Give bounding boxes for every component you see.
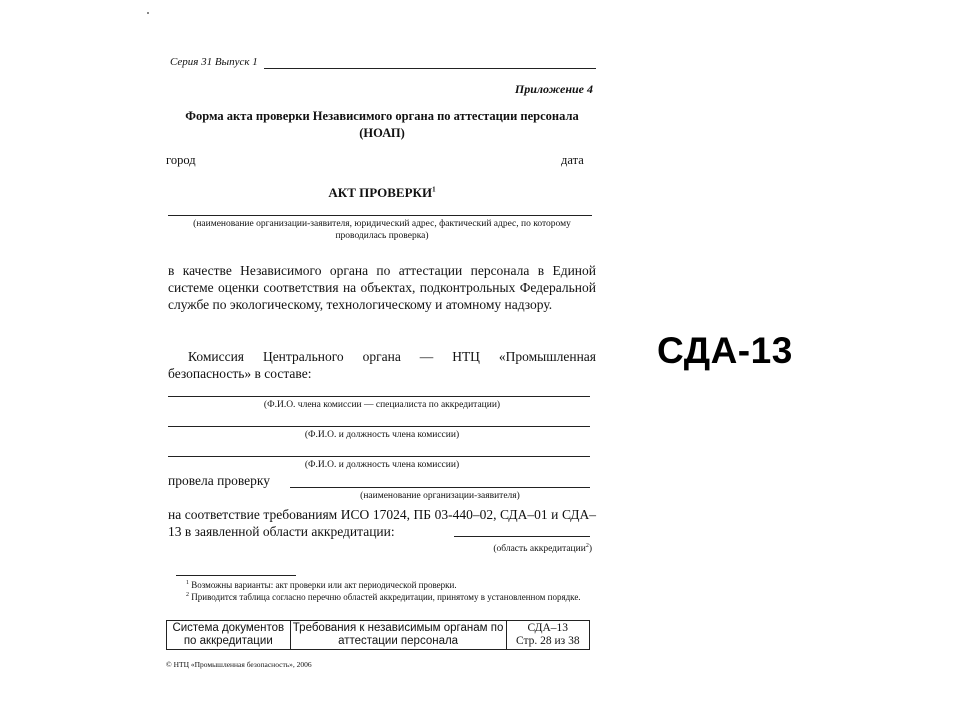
member-position-caption-1: (Ф.И.О. и должность члена комиссии) (304, 430, 460, 440)
member-position-line-1 (168, 426, 590, 427)
footnote-1-text: Возможны варианты: акт проверки или акт периодической проверки. (191, 580, 457, 590)
footnote-2-text: Приводится таблица согласно перечню областей аккредитации, принятому в установленном порядке. (191, 592, 581, 602)
org-applicant-caption: (наименование организации-заявителя, юридический адрес, фактический адрес, по которому проводилась проверка) (193, 219, 571, 241)
act-title (168, 185, 596, 201)
org-name-line (290, 487, 590, 488)
city-label: город (166, 153, 196, 167)
accreditation-area-caption (440, 540, 592, 555)
copyright: © НТЦ «Промышленная безопасность», 2006 (166, 660, 312, 669)
series-header: Серия 31 Выпуск 1 (170, 56, 258, 68)
accreditation-area-text: (область аккредитации (493, 544, 586, 555)
footer-page-cell (506, 621, 589, 650)
org-name-caption: (наименование организации-заявителя) (360, 491, 520, 501)
header-rule (264, 68, 596, 69)
conducted-check-label: провела проверку (168, 473, 270, 488)
footnote-1-mark: 1 (186, 580, 189, 586)
member-specialist-line (168, 396, 590, 397)
side-label: СДА-13 (657, 330, 793, 371)
accreditation-area-line (454, 536, 590, 537)
requirements-paragraph: на соответствие требованиям ИСО 17024, ПБ 03-440–02, СДА–01 и СДА–13 в заявленной области аккредитации: (168, 507, 596, 539)
footer-doc-code: СДА–13 (527, 622, 569, 634)
form-title: Форма акта проверки Независимого органа по аттестации персонала (НОАП) (185, 109, 579, 140)
act-footnote-mark: 1 (432, 185, 436, 194)
footer-page-number: Стр. 28 из 38 (515, 635, 580, 647)
footer-requirements: Требования к независимым органам по аттестации персонала (290, 621, 506, 650)
capacity-paragraph: в качестве Независимого органа по аттестации персонала в Единой системе оценки соответствия на объектах, подконтрольных Федеральной службе по экологическому, технологическому и атомному надзору. (168, 263, 596, 312)
scan-speck (147, 12, 149, 14)
footnote-2 (168, 590, 596, 603)
commission-paragraph: Комиссия Центрального органа — НТЦ «Промышленная безопасность» в составе: (168, 349, 596, 381)
member-position-caption-2: (Ф.И.О. и должность члена комиссии) (304, 460, 460, 470)
accreditation-area-close: ) (588, 544, 592, 555)
act-title-text: АКТ ПРОВЕРКИ (328, 185, 433, 200)
footnote-2-mark: 2 (186, 592, 189, 598)
accreditation-area-mark: 2 (585, 543, 589, 549)
member-specialist-caption: (Ф.И.О. члена комиссии — специалиста по аккредитации) (263, 400, 501, 410)
footer-doc-system: Система документов по аккредитации (167, 621, 291, 650)
footnote-rule (176, 575, 296, 576)
org-applicant-line (168, 215, 592, 216)
date-label: дата (561, 153, 584, 167)
appendix-label: Приложение 4 (514, 82, 593, 96)
footer-table (166, 620, 590, 650)
member-position-line-2 (168, 456, 590, 457)
